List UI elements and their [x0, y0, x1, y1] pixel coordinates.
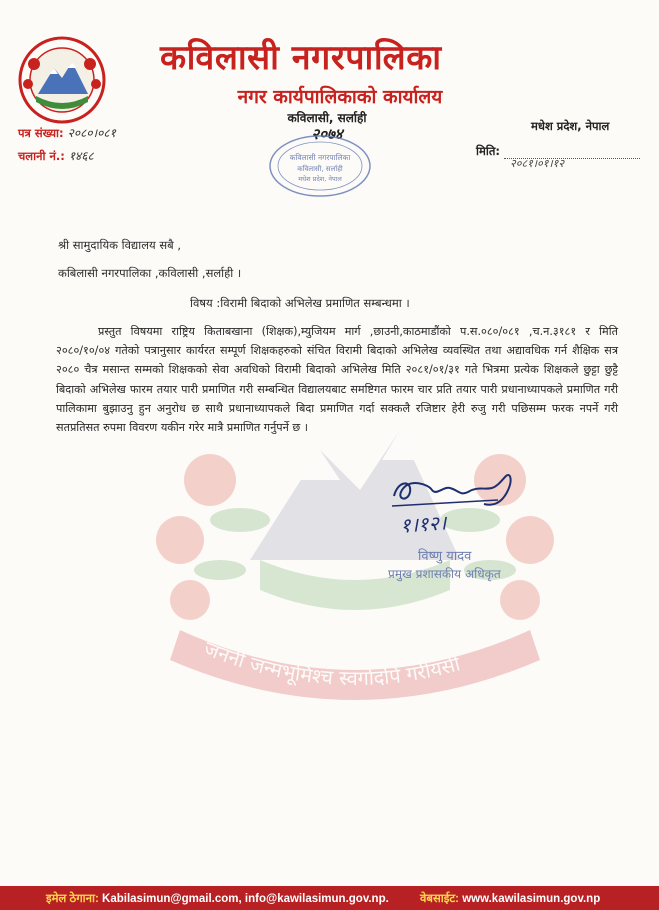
recipient-line: श्री सामुदायिक विद्यालय सबै , — [58, 238, 181, 252]
municipality-title: कविलासी नगरपालिका — [160, 38, 442, 78]
signatory-title: प्रमुख प्रशासकीय अधिकृत — [388, 567, 501, 581]
motto-text: जननी जन्मभूमिश्च स्वर्गादपि गरीयसी — [200, 635, 463, 691]
address-line: कबिलासी नगरपालिका ,कविलासी ,सर्लाही । — [58, 266, 242, 280]
dispatch-number-value: १४६८ — [68, 149, 94, 163]
ref-number-row — [18, 124, 116, 141]
date-label: मिति: — [476, 144, 500, 158]
subject-line: विषय :विरामी बिदाको अभिलेख प्रमाणित सम्बन्धमा । — [190, 296, 410, 310]
footer-bar — [0, 886, 659, 910]
date-value: २०८१।०१।१२ — [510, 157, 565, 170]
handwritten-signature — [388, 470, 520, 514]
office-stamp — [265, 130, 375, 200]
letter-body-paragraph: प्रस्तुत विषयमा राष्ट्रिय किताबखाना (शिक्षक),म्युजियम मार्ग ,छाउनी,काठमाडौंको प.स.०८०/०८१ ,च.न.३१८१ र मिति २०८०/१०/०४ गतेको पत्रानुसार कार्यरत सम्पूर्ण शिक्षकहरुको संचित विरामी बिदाको अभिलेख व्यवस्थित तथा अद्यावधिक गर्न शैक्षिक सत्र २०८० चैत्र मसान्त सम्मको शिक्षकको सेवा अवधिको विरामी बिदाको अभिलेख मिति २०८१/०१/३१ गते भित्रमा प्रत्येक शिक्षकले छुट्टा छुट्टै बिदाको अभिलेख फारम तयार पारी प्रमाणित गरी सम्बन्धित विद्यालयबाट समष्टिगत फारम चार प्रति तयार पारी प्रधानाध्यापकले प्रमाणित गरी पालिकामा बुझाउनु हुन अनुरोध छ साथै प्रधानाध्यापकले बिदा प्रमाणित गर्दा सक्कलै रजिष्टार हेरी रुजु गरी पछिसम्म फरक नपर्ने गरी सतप्रतिसत रुपमा विवरण यकीन गरेर मात्रै प्रमाणित गर्नुपर्ने छ । — [56, 325, 618, 435]
stamp-line-2: कविलासी, सर्लाही — [297, 165, 343, 173]
province-label: मधेश प्रदेश, नेपाल — [531, 119, 610, 133]
office-subtitle: नगर कार्यपालिकाको कार्यालय — [237, 86, 443, 108]
ref-number-value: २०८०।०८१ — [67, 126, 116, 140]
signature-date: १।१२। — [399, 510, 448, 538]
signatory-name: विष्णु यादव — [418, 549, 472, 564]
website-value[interactable]: www.kawilasimun.gov.np — [462, 893, 601, 905]
established-year: २०७४ — [311, 125, 343, 143]
email-label: इमेल ठेगाना: — [46, 893, 99, 905]
municipality-logo — [16, 34, 108, 126]
office-location: कविलासी, सर्लाही — [287, 111, 367, 125]
email-value[interactable]: Kabilasimun@gmail.com, info@kawilasimun.gov.np. — [102, 893, 389, 905]
dispatch-number-label: चलानी नं.: — [18, 149, 65, 163]
footer-email — [46, 891, 389, 906]
website-label: वेबसाईट: — [420, 893, 459, 905]
ref-number-label: पत्र संख्या: — [18, 126, 64, 140]
stamp-line-1: कविलासी नगरपालिका — [289, 153, 351, 162]
footer-website — [420, 891, 600, 906]
stamp-line-3: मधेश प्रदेश, नेपाल — [298, 175, 342, 183]
dispatch-number-row — [18, 147, 94, 164]
